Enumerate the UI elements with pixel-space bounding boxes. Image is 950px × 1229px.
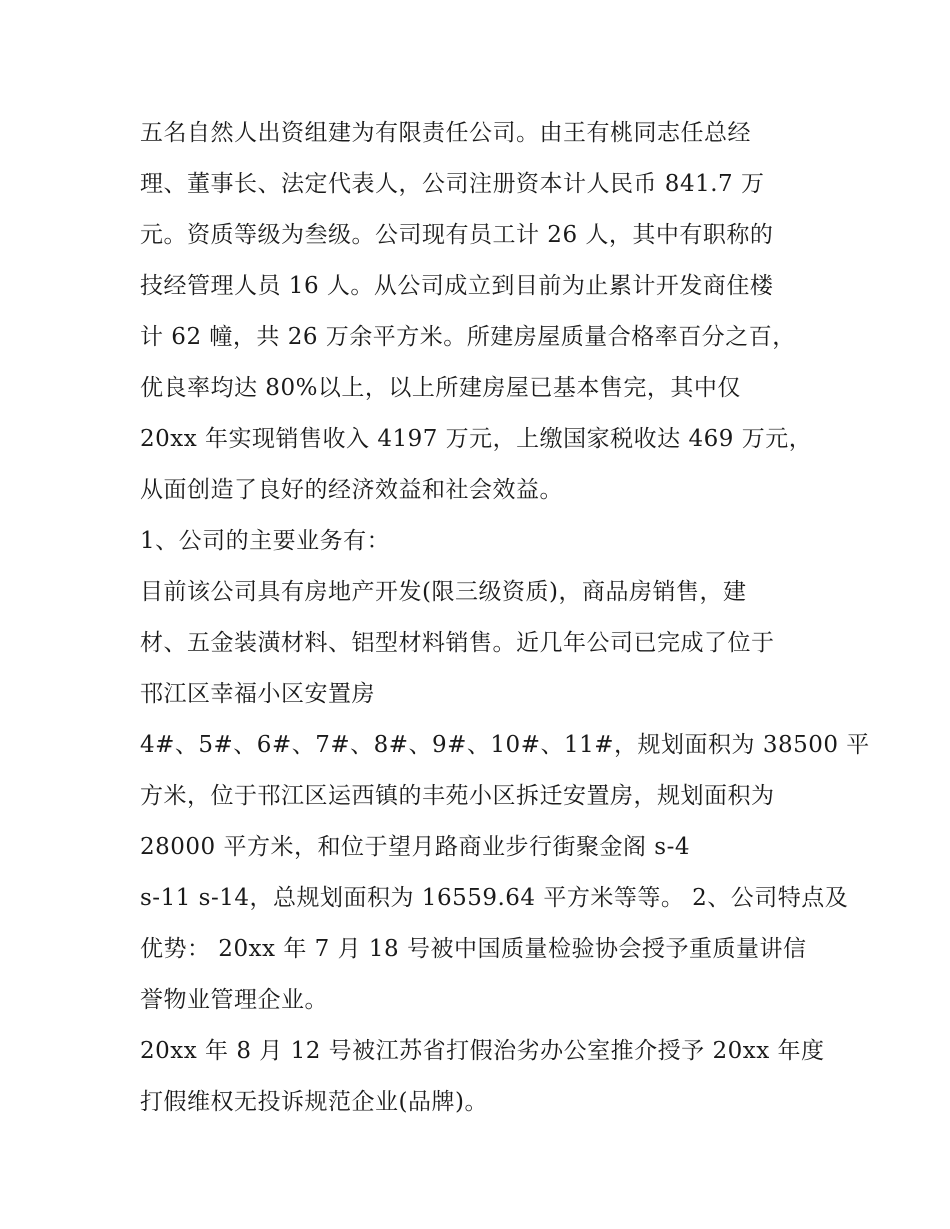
text-line: 技经管理人员 16 人。从公司成立到目前为止累计开发商住楼: [140, 273, 774, 299]
text-line: 誉物业管理企业。: [140, 987, 328, 1013]
text-line: 20xx 年实现销售收入 4197 万元，上缴国家税收达 469 万元，: [140, 426, 813, 452]
text-line: 目前该公司具有房地产开发(限三级资质)，商品房销售，建: [140, 579, 747, 605]
text-line: 材、五金装潢材料、铝型材料销售。近几年公司已完成了位于: [140, 630, 775, 656]
text-line: 优势： 20xx 年 7 月 18 号被中国质量检验协会授予重质量讲信: [140, 936, 807, 962]
text-line: 打假维权无投诉规范企业(品牌)。: [140, 1089, 488, 1115]
text-line: 元。资质等级为叁级。公司现有员工计 26 人，其中有职称的: [140, 222, 774, 248]
text-line: 方米，位于邗江区运西镇的丰苑小区拆迁安置房，规划面积为: [140, 783, 775, 809]
text-line: 4#、5#、6#、7#、8#、9#、10#、11#，规划面积为 38500 平: [140, 732, 870, 758]
section-heading: 1、公司的主要业务有：: [140, 528, 391, 554]
text-line: 计 62 幢，共 26 万余平方米。所建房屋质量合格率百分之百，: [140, 324, 796, 350]
text-line: 理、董事长、法定代表人，公司注册资本计人民币 841.7 万: [140, 171, 765, 197]
text-line: 优良率均达 80%以上，以上所建房屋已基本售完，其中仅: [140, 375, 741, 401]
text-line: 邗江区幸福小区安置房: [140, 681, 375, 707]
text-line: 20xx 年 8 月 12 号被江苏省打假治劣办公室推介授予 20xx 年度: [140, 1038, 825, 1064]
text-line: 28000 平方米，和位于望月路商业步行街聚金阁 s-4: [140, 834, 690, 860]
document-body: [140, 108, 870, 1128]
text-line: 五名自然人出资组建为有限责任公司。由王有桃同志任总经: [140, 120, 751, 146]
text-line: s-11 s-14，总规划面积为 16559.64 平方米等等。 2、公司特点及: [140, 885, 849, 911]
text-line: 从面创造了良好的经济效益和社会效益。: [140, 477, 563, 503]
